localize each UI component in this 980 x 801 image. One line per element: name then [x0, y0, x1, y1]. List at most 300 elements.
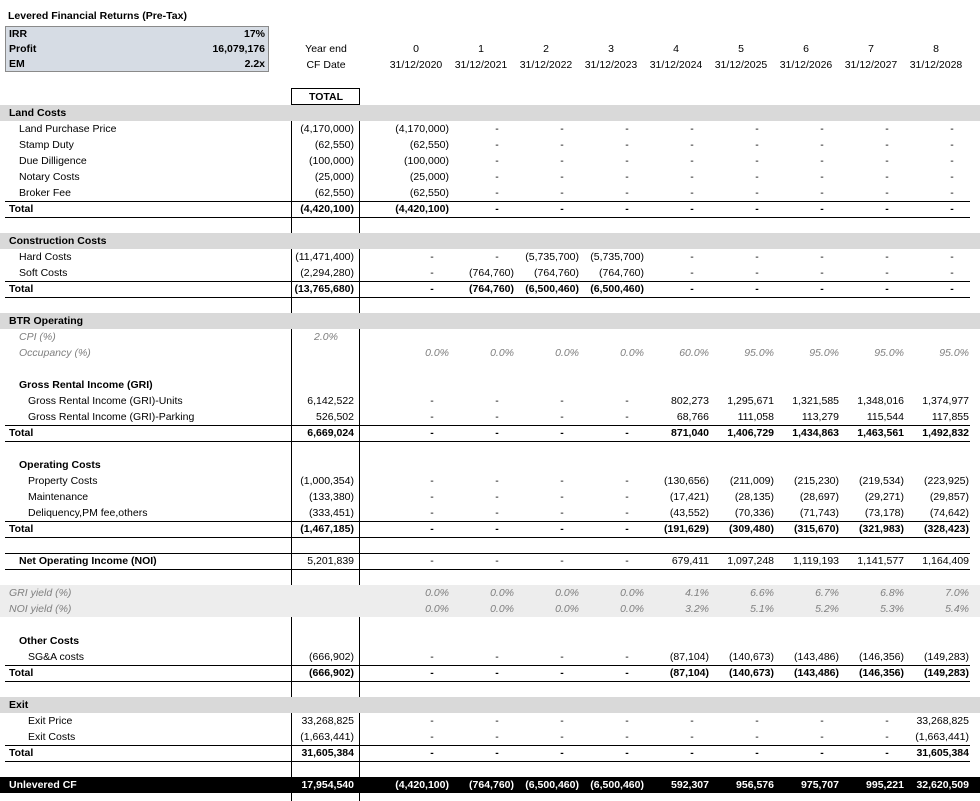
value-cell: -: [820, 747, 824, 759]
value-cell: -: [625, 747, 629, 759]
value-cell: -: [625, 203, 629, 215]
section-title: Construction Costs: [9, 235, 107, 247]
noi-top-border: [5, 553, 970, 554]
value-cell: -: [885, 715, 889, 727]
value-cell: [903, 329, 969, 345]
value-cell: -: [430, 251, 434, 263]
value-cell: -: [625, 123, 629, 135]
value-cell: -: [430, 411, 434, 423]
value-cell: (6,500,460): [590, 283, 644, 295]
value-cell: (764,760): [469, 267, 514, 279]
value-cell: 115,544: [866, 411, 904, 423]
value-cell: -: [560, 203, 564, 215]
value-cell: -: [820, 267, 824, 279]
total-cell: (666,902): [309, 667, 354, 679]
value-cell: -: [690, 139, 694, 151]
total-cell: (2,294,280): [300, 267, 354, 279]
total-cell: 2.0%: [314, 331, 338, 343]
value-cell: -: [495, 715, 499, 727]
value-cell: -: [820, 715, 824, 727]
value-cell: 111,058: [737, 411, 774, 423]
total-cell: 6,669,024: [307, 427, 354, 439]
value-cell: 60.0%: [679, 347, 709, 359]
value-cell: 1,434,863: [792, 427, 839, 439]
value-cell: (43,552): [669, 507, 709, 519]
value-cell: -: [560, 475, 564, 487]
total-cell: (100,000): [309, 155, 354, 167]
value-cell: -: [625, 171, 629, 183]
year-header: 3: [608, 43, 614, 55]
year-header: 2: [543, 43, 549, 55]
value-cell: -: [690, 283, 694, 295]
value-cell: -: [885, 187, 889, 199]
value-cell: -: [560, 187, 564, 199]
noi-bottom-border: [5, 569, 970, 570]
value-cell: -: [495, 731, 499, 743]
value-cell: -: [495, 747, 499, 759]
total-cell: [292, 585, 354, 601]
value-cell: -: [950, 203, 954, 215]
total-bottom-border: [5, 217, 970, 218]
value-cell: -: [885, 155, 889, 167]
value-cell: -: [495, 651, 499, 663]
value-cell: -: [755, 139, 759, 151]
value-cell: -: [625, 715, 629, 727]
value-cell: (328,423): [924, 523, 969, 535]
value-cell: -: [690, 731, 694, 743]
value-cell: -: [950, 139, 954, 151]
value-cell: 995,221: [866, 779, 904, 791]
value-cell: -: [625, 555, 629, 567]
date-header: 31/12/2024: [649, 59, 703, 71]
value-cell: 0.0%: [490, 603, 514, 615]
total-cell: [292, 345, 360, 361]
year-end-label: Year end: [305, 43, 347, 55]
value-cell: (28,135): [734, 491, 774, 503]
value-cell: (764,760): [469, 779, 514, 791]
value-cell: (29,857): [929, 491, 969, 503]
total-top-border: [5, 425, 970, 426]
value-cell: 95.0%: [809, 347, 839, 359]
value-cell: -: [625, 155, 629, 167]
value-cell: -: [755, 123, 759, 135]
total-cell: (4,170,000): [300, 123, 354, 135]
value-cell: 1,164,409: [922, 555, 969, 567]
value-cell: -: [625, 139, 629, 151]
value-cell: -: [950, 171, 954, 183]
year-header: 5: [738, 43, 744, 55]
value-cell: -: [430, 715, 434, 727]
table-row-label: Exit Price: [28, 715, 73, 727]
value-cell: -: [820, 123, 824, 135]
table-row-label: Total: [9, 203, 34, 215]
value-cell: (73,178): [864, 507, 904, 519]
section-band: [0, 233, 980, 249]
value-cell: -: [430, 555, 434, 567]
total-top-border: [5, 521, 970, 522]
value-cell: 1,492,832: [922, 427, 969, 439]
value-cell: -: [950, 251, 954, 263]
value-cell: -: [495, 491, 499, 503]
summary-label: EM: [9, 58, 25, 70]
summary-label: IRR: [9, 28, 28, 40]
value-cell: 5.4%: [945, 603, 969, 615]
table-row-label: Total: [9, 283, 34, 295]
total-bottom-border: [5, 537, 970, 538]
value-cell: -: [690, 123, 694, 135]
page-title: Levered Financial Returns (Pre-Tax): [8, 10, 187, 22]
table-row-label: Notary Costs: [19, 171, 80, 183]
total-bottom-border: [5, 681, 970, 682]
value-cell: (6,500,460): [590, 779, 644, 791]
value-cell: -: [430, 427, 434, 439]
value-cell: (149,283): [924, 651, 969, 663]
value-cell: 1,321,585: [792, 395, 839, 407]
value-cell: (6,500,460): [525, 779, 579, 791]
value-cell: (191,629): [664, 523, 709, 535]
total-cell: (1,467,185): [300, 523, 354, 535]
value-cell: 4.1%: [685, 587, 709, 599]
total-header-top-border: [291, 88, 360, 89]
date-header: 31/12/2023: [584, 59, 638, 71]
value-cell: (321,983): [859, 523, 904, 535]
value-cell: -: [885, 251, 889, 263]
value-cell: (25,000): [409, 171, 449, 183]
value-cell: (215,230): [794, 475, 839, 487]
date-header: 31/12/2020: [389, 59, 443, 71]
value-cell: -: [690, 267, 694, 279]
value-cell: -: [495, 251, 499, 263]
total-cell: 6,142,522: [307, 395, 354, 407]
value-cell: (149,283): [924, 667, 969, 679]
value-cell: (309,480): [729, 523, 774, 535]
section-band: [0, 313, 980, 329]
value-cell: -: [430, 283, 434, 295]
value-cell: -: [625, 651, 629, 663]
value-cell: -: [755, 155, 759, 167]
value-cell: -: [495, 203, 499, 215]
table-row-label: Net Operating Income (NOI): [19, 555, 157, 567]
value-cell: [838, 329, 904, 345]
table-row-label: Total: [9, 667, 34, 679]
value-cell: [773, 329, 839, 345]
value-cell: -: [495, 395, 499, 407]
table-row-label: Maintenance: [28, 491, 89, 503]
value-cell: 5.2%: [815, 603, 839, 615]
value-cell: 6.8%: [880, 587, 904, 599]
summary-label: Profit: [9, 43, 37, 55]
value-cell: -: [690, 203, 694, 215]
value-cell: -: [690, 155, 694, 167]
total-cell: (13,765,680): [294, 283, 354, 295]
value-cell: 0.0%: [425, 587, 449, 599]
value-cell: -: [560, 155, 564, 167]
value-cell: -: [495, 123, 499, 135]
table-row-label: Unlevered CF: [9, 779, 77, 791]
value-cell: -: [625, 507, 629, 519]
subsection-title: Gross Rental Income (GRI): [19, 379, 153, 391]
table-row-label: Total: [9, 427, 34, 439]
value-cell: -: [950, 187, 954, 199]
value-cell: (28,697): [799, 491, 839, 503]
value-cell: 0.0%: [555, 347, 579, 359]
table-row-label: Deliquency,PM fee,others: [28, 507, 148, 519]
total-cell: (4,420,100): [300, 203, 354, 215]
value-cell: 1,141,577: [857, 555, 904, 567]
value-cell: (143,486): [794, 651, 839, 663]
value-cell: -: [820, 731, 824, 743]
value-cell: 0.0%: [425, 603, 449, 615]
value-cell: -: [690, 715, 694, 727]
date-header: 31/12/2027: [844, 59, 898, 71]
value-cell: -: [625, 475, 629, 487]
total-bottom-border: [5, 297, 970, 298]
value-cell: 117,855: [931, 411, 969, 423]
value-cell: [383, 329, 449, 345]
value-cell: (62,550): [409, 139, 449, 151]
value-cell: -: [560, 651, 564, 663]
value-cell: (4,420,100): [395, 779, 449, 791]
value-cell: 1,406,729: [727, 427, 774, 439]
value-cell: (5,735,700): [525, 251, 579, 263]
table-row-label: SG&A costs: [28, 651, 85, 663]
table-row-label: Gross Rental Income (GRI)-Units: [28, 395, 183, 407]
value-cell: -: [495, 523, 499, 535]
value-cell: -: [495, 667, 499, 679]
value-cell: 956,576: [736, 779, 774, 791]
value-cell: -: [885, 267, 889, 279]
value-cell: -: [495, 507, 499, 519]
value-cell: -: [560, 555, 564, 567]
value-cell: -: [625, 667, 629, 679]
value-cell: -: [560, 123, 564, 135]
value-cell: -: [820, 155, 824, 167]
value-cell: -: [885, 731, 889, 743]
value-cell: (764,760): [469, 283, 514, 295]
value-cell: (100,000): [404, 155, 449, 167]
value-cell: (130,656): [664, 475, 709, 487]
value-cell: 68,766: [676, 411, 709, 423]
value-cell: -: [755, 171, 759, 183]
table-row-label: Property Costs: [28, 475, 98, 487]
value-cell: 32,620,509: [916, 779, 969, 791]
total-top-border: [5, 665, 970, 666]
value-cell: -: [560, 427, 564, 439]
value-cell: 95.0%: [744, 347, 774, 359]
value-cell: -: [820, 171, 824, 183]
value-cell: -: [560, 667, 564, 679]
value-cell: -: [625, 187, 629, 199]
value-cell: 1,348,016: [857, 395, 904, 407]
value-cell: -: [430, 395, 434, 407]
value-cell: -: [885, 283, 889, 295]
value-cell: (70,336): [734, 507, 774, 519]
value-cell: 0.0%: [620, 587, 644, 599]
value-cell: 0.0%: [490, 347, 514, 359]
value-cell: -: [430, 667, 434, 679]
value-cell: -: [755, 203, 759, 215]
table-row-label: Total: [9, 523, 34, 535]
subsection-title: Operating Costs: [19, 459, 101, 471]
total-bottom-border: [5, 761, 970, 762]
value-cell: -: [430, 491, 434, 503]
table-row-label: Gross Rental Income (GRI)-Parking: [28, 411, 195, 423]
summary-value: 16,079,176: [212, 43, 265, 55]
total-cell: 5,201,839: [307, 555, 354, 567]
total-cell: (133,380): [309, 491, 354, 503]
total-cell: (1,663,441): [300, 731, 354, 743]
value-cell: (4,170,000): [395, 123, 449, 135]
value-cell: 5.3%: [880, 603, 904, 615]
value-cell: -: [495, 171, 499, 183]
date-header: 31/12/2025: [714, 59, 768, 71]
value-cell: [708, 329, 774, 345]
value-cell: 975,707: [801, 779, 839, 791]
value-cell: (4,420,100): [395, 203, 449, 215]
table-row-label: Hard Costs: [19, 251, 72, 263]
value-cell: (87,104): [669, 667, 709, 679]
date-header: 31/12/2026: [779, 59, 833, 71]
value-cell: -: [560, 171, 564, 183]
total-cell: 17,954,540: [301, 779, 354, 791]
section-band: [0, 697, 980, 713]
summary-value: 2.2x: [244, 58, 265, 70]
value-cell: -: [430, 267, 434, 279]
value-cell: -: [430, 507, 434, 519]
value-cell: 0.0%: [620, 603, 644, 615]
value-cell: (29,271): [864, 491, 904, 503]
value-cell: -: [625, 427, 629, 439]
value-cell: -: [560, 731, 564, 743]
value-cell: -: [690, 747, 694, 759]
value-cell: (62,550): [409, 187, 449, 199]
value-cell: 1,295,671: [727, 395, 774, 407]
value-cell: -: [495, 155, 499, 167]
value-cell: 1,463,561: [857, 427, 904, 439]
section-title: Land Costs: [9, 107, 67, 119]
value-cell: 1,119,193: [793, 555, 839, 567]
value-cell: [578, 329, 644, 345]
value-cell: -: [495, 187, 499, 199]
value-cell: -: [625, 395, 629, 407]
value-cell: -: [495, 427, 499, 439]
value-cell: -: [560, 507, 564, 519]
value-cell: 1,097,248: [727, 555, 774, 567]
year-header: 7: [868, 43, 874, 55]
value-cell: 592,307: [671, 779, 709, 791]
value-cell: (140,673): [729, 651, 774, 663]
value-cell: 31,605,384: [916, 747, 969, 759]
total-top-border: [5, 201, 970, 202]
value-cell: -: [625, 523, 629, 535]
value-cell: 7.0%: [945, 587, 969, 599]
value-cell: 113,279: [801, 411, 839, 423]
section-band: [0, 105, 980, 121]
table-row-label: CPI (%): [19, 331, 56, 343]
value-cell: (87,104): [669, 651, 709, 663]
value-cell: 0.0%: [425, 347, 449, 359]
total-cell: (333,451): [309, 507, 354, 519]
value-cell: (764,760): [599, 267, 644, 279]
total-cell: (25,000): [314, 171, 354, 183]
value-cell: 802,273: [671, 395, 709, 407]
table-row-label: GRI yield (%): [9, 587, 72, 599]
value-cell: (146,356): [859, 651, 904, 663]
value-cell: (315,670): [794, 523, 839, 535]
table-row-label: Land Purchase Price: [19, 123, 117, 135]
value-cell: 3.2%: [685, 603, 709, 615]
value-cell: -: [755, 267, 759, 279]
table-row-label: Due Dilligence: [19, 155, 87, 167]
value-cell: 0.0%: [555, 587, 579, 599]
total-cell: 31,605,384: [301, 747, 354, 759]
value-cell: -: [885, 139, 889, 151]
value-cell: (143,486): [794, 667, 839, 679]
total-cell: (62,550): [314, 139, 354, 151]
value-cell: -: [625, 731, 629, 743]
table-row-label: Total: [9, 747, 34, 759]
value-cell: -: [885, 203, 889, 215]
value-cell: -: [820, 187, 824, 199]
value-cell: 1,374,977: [922, 395, 969, 407]
value-cell: [513, 329, 579, 345]
value-cell: -: [885, 123, 889, 135]
subsection-title: Other Costs: [19, 635, 80, 647]
value-cell: -: [560, 715, 564, 727]
value-cell: -: [560, 747, 564, 759]
value-cell: -: [820, 283, 824, 295]
table-row-label: Stamp Duty: [19, 139, 74, 151]
value-cell: -: [560, 395, 564, 407]
value-cell: 871,040: [671, 427, 709, 439]
value-cell: -: [430, 651, 434, 663]
date-header: 31/12/2028: [909, 59, 963, 71]
value-cell: -: [885, 171, 889, 183]
section-title: Exit: [9, 699, 29, 711]
total-cell: [292, 601, 354, 617]
value-cell: (1,663,441): [915, 731, 969, 743]
value-cell: 33,268,825: [916, 715, 969, 727]
value-cell: 6.7%: [815, 587, 839, 599]
value-cell: -: [755, 715, 759, 727]
value-cell: 0.0%: [620, 347, 644, 359]
value-cell: -: [950, 155, 954, 167]
value-cell: -: [430, 523, 434, 535]
value-cell: -: [560, 491, 564, 503]
total-cell: (62,550): [314, 187, 354, 199]
value-cell: -: [885, 747, 889, 759]
value-cell: -: [690, 251, 694, 263]
year-header: 8: [933, 43, 939, 55]
value-cell: (6,500,460): [525, 283, 579, 295]
year-header: 6: [803, 43, 809, 55]
value-cell: -: [560, 523, 564, 535]
value-cell: -: [495, 139, 499, 151]
table-row-label: Broker Fee: [19, 187, 71, 199]
value-cell: 6.6%: [750, 587, 774, 599]
total-top-border: [5, 745, 970, 746]
date-header: 31/12/2022: [519, 59, 573, 71]
total-cell: (11,471,400): [295, 251, 354, 263]
year-header: 1: [478, 43, 484, 55]
value-cell: -: [690, 187, 694, 199]
value-cell: -: [820, 139, 824, 151]
section-title: BTR Operating: [9, 315, 84, 327]
value-cell: -: [495, 555, 499, 567]
value-cell: -: [560, 411, 564, 423]
value-cell: -: [430, 475, 434, 487]
value-cell: -: [495, 411, 499, 423]
